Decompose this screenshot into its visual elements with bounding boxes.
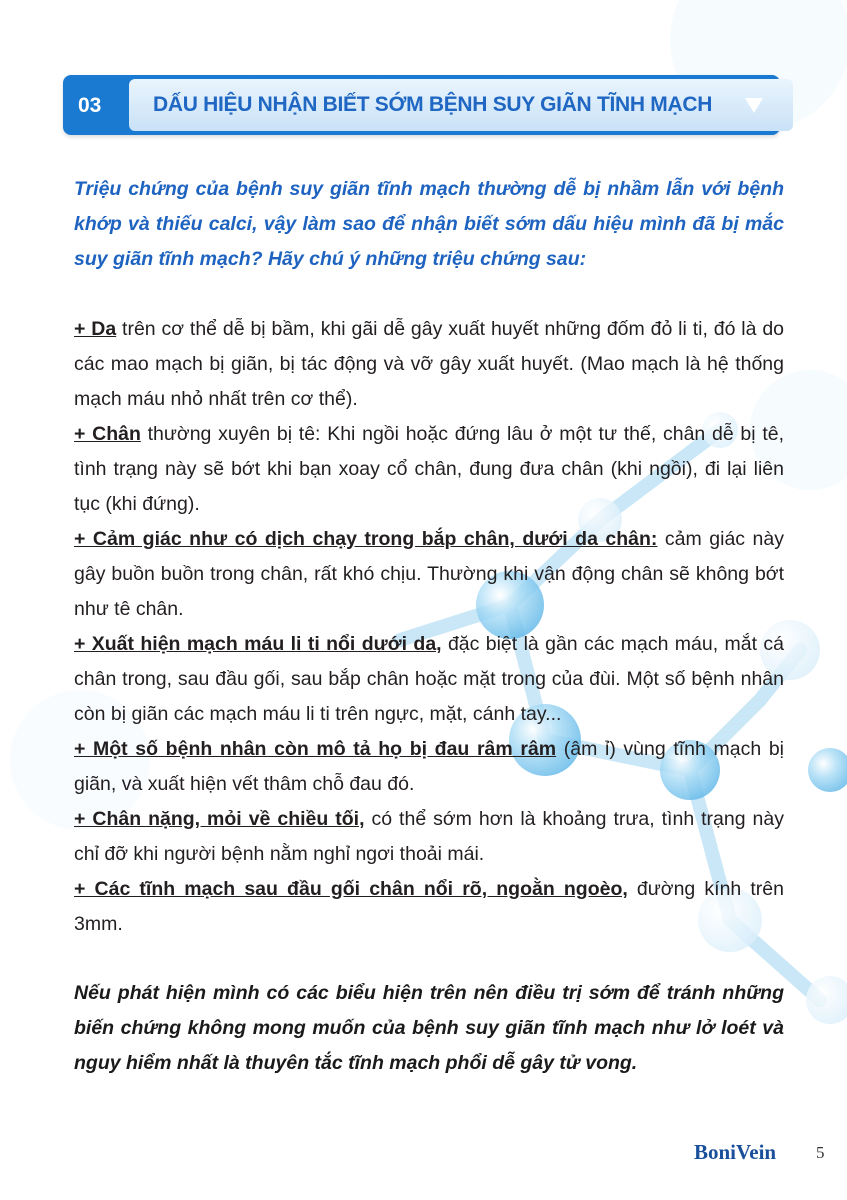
symptom-item xyxy=(74,417,784,522)
symptom-text: có thể sớm hơn là khoảng trưa, tình trạng này chỉ đỡ khi người bệnh nằm nghỉ ngơi thoải mái. xyxy=(74,808,785,865)
symptom-item xyxy=(74,732,784,802)
symptom-text: (âm ỉ) vùng tĩnh mạch bị giãn, và xuất hiện vết thâm chỗ đau đó. xyxy=(74,738,784,795)
symptom-text: đặc biệt là gần các mạch máu, mắt cá chân trong, sau đầu gối, sau bắp chân hoặc mặt trong của đùi. Một số bệnh nhân còn bị giãn các mạch máu li ti trên ngực, mặt, cánh tay... xyxy=(74,633,784,725)
conclusion-paragraph: Nếu phát hiện mình có các biểu hiện trên nên điều trị sớm để tránh những biến chứng không mong muốn của bệnh suy giãn tĩnh mạch như lở loét và nguy hiểm nhất là thuyên tắc tĩnh mạch phổi dễ gây tử vong. xyxy=(74,982,784,1074)
symptom-item xyxy=(74,312,784,417)
symptom-text: cảm giác này gây buồn buồn trong chân, rất khó chịu. Thường khi vận động chân sẽ không bớt như tê chân. xyxy=(74,528,784,620)
page-number: 5 xyxy=(816,1143,825,1162)
symptom-lead: + Da xyxy=(74,318,117,340)
symptom-item xyxy=(74,872,784,942)
symptom-lead: + Chân xyxy=(74,423,141,445)
symptom-item xyxy=(74,627,784,732)
symptom-item xyxy=(74,802,784,872)
symptom-lead: + Chân nặng, mỏi về chiều tối, xyxy=(74,808,365,830)
brand-logo: BoniVein xyxy=(694,1140,777,1164)
intro-paragraph: Triệu chứng của bệnh suy giãn tĩnh mạch thường dễ bị nhầm lẫn với bệnh khớp và thiếu calci, vậy làm sao để nhận biết sớm dấu hiệu mình đã bị mắc suy giãn tĩnh mạch? Hãy chú ý những triệu chứng sau: xyxy=(74,178,784,270)
symptom-lead: + Xuất hiện mạch máu li ti nổi dưới da, xyxy=(74,633,442,655)
symptom-item xyxy=(74,522,784,627)
symptom-text: thường xuyên bị tê: Khi ngồi hoặc đứng lâu ở một tư thế, chân dễ bị tê, tình trạng này sẽ bớt khi bạn xoay cổ chân, đung đưa chân (khi ngồi), đi lại liên tục (khi đứng). xyxy=(74,423,785,515)
symptom-lead: + Cảm giác như có dịch chạy trong bắp chân, dưới da chân: xyxy=(74,528,658,550)
section-title: DẤU HIỆU NHẬN BIẾT SỚM BỆNH SUY GIÃN TĨNH MẠCH xyxy=(153,93,713,116)
triangle-down-icon xyxy=(745,98,763,113)
symptom-text: trên cơ thể dễ bị bầm, khi gãi dễ gây xuất huyết những đốm đỏ li ti, đó là do các mao mạch bị giãn, bị tác động và vỡ gây xuất huyết. (Mao mạch là hệ thống mạch máu nhỏ nhất trên cơ thể). xyxy=(74,318,785,410)
symptom-lead: + Một số bệnh nhân còn mô tả họ bị đau râm râm xyxy=(74,738,557,760)
symptom-list xyxy=(74,312,784,942)
section-number: 03 xyxy=(78,94,102,117)
symptom-text: đường kính trên 3mm. xyxy=(74,878,784,935)
symptom-lead: + Các tĩnh mạch sau đầu gối chân nổi rõ, ngoằn ngoèo, xyxy=(74,878,628,900)
